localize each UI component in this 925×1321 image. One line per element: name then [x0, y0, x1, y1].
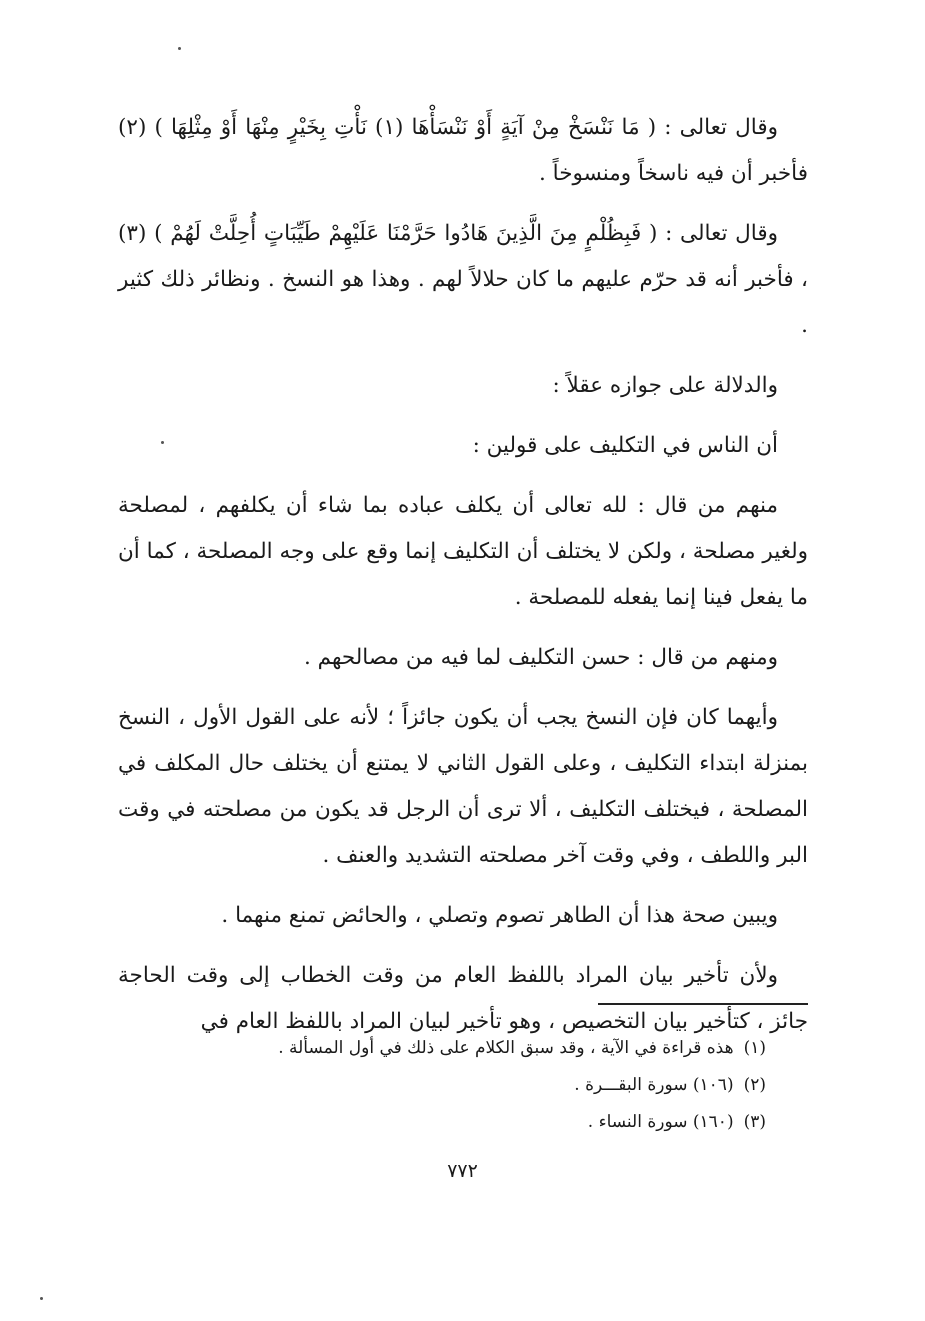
- scan-speck: [40, 1297, 43, 1300]
- footnote-number: (٢): [743, 1075, 766, 1095]
- paragraph-4: أن الناس في التكليف على قولين :: [472, 433, 778, 458]
- footnote-number: (٣): [743, 1112, 766, 1132]
- page-number: ٧٧٢: [447, 1160, 478, 1182]
- footnotes: [118, 1030, 766, 1141]
- scan-speck: [161, 441, 164, 444]
- footnote-text: (١٠٦) سورة البقـــرة .: [574, 1075, 734, 1095]
- paragraph-5: منهم من قال : لله تعالى أن يكلف عباده بما شاء أن يكلفهم ، لمصلحة ولغير مصلحة ، ولكن لا يختلف أن التكليف إنما وقع على وجه المصلحة ، كما أن ما يفعل فينا إنما يفعله للمصلحة .: [118, 493, 808, 610]
- paragraph-9: ولأن تأخير بيان المراد باللفظ العام من وقت الخطاب إلى وقت الحاجة جائز ، كتأخير بيان التخصيص ، وهو تأخير لبيان المراد باللفظ العام في: [118, 963, 808, 1034]
- footnote-number: (١): [743, 1038, 766, 1058]
- paragraph-7: وأيهما كان فإن النسخ يجب أن يكون جائزاً ؛ لأنه على القول الأول ، النسخ بمنزلة ابتداء التكليف ، وعلى القول الثاني لا يمتنع أن يختلف حال المكلف في المصلحة ، فيختلف التكليف ، ألا ترى أن الرجل قد يكون من مصلحته في وقت البر واللطف ، وفي وقت آخر مصلحته التشديد والعنف .: [118, 705, 808, 868]
- footnote-3: [118, 1104, 766, 1141]
- paragraph-8: ويبين صحة هذا أن الطاهر تصوم وتصلي ، والحائض تمنع منهما .: [221, 903, 778, 928]
- footnote-text: (١٦٠) سورة النساء .: [587, 1112, 734, 1132]
- paragraph-6: ومنهم من قال : حسن التكليف لما فيه من مصالحهم .: [303, 645, 778, 670]
- main-text: [118, 105, 808, 1045]
- footnote-text: هذه قراءة في الآية ، وقد سبق الكلام على ذلك في أول المسألة .: [278, 1038, 734, 1058]
- paragraph-1: وقال تعالى : ( مَا نَنْسَخْ مِنْ آيَةٍ أَوْ نَنْسَأْهَا (١) نَأْتِ بِخَيْرٍ مِنْهَا أَوْ مِثْلِهَا ) (٢) فأخبر أن فيه ناسخاً ومنسوخاً .: [118, 115, 808, 186]
- footnote-1: [118, 1030, 766, 1067]
- footnote-divider: [598, 1003, 808, 1005]
- scan-speck: [178, 47, 181, 50]
- paragraph-3: والدلالة على جوازه عقلاً :: [552, 373, 778, 398]
- paragraph-2: وقال تعالى : ( فَبِظُلْمٍ مِنَ الَّذِينَ هَادُوا حَرَّمْنَا عَلَيْهِمْ طَيِّبَاتٍ أُحِلَّتْ لَهُمْ ) (٣) ، فأخبر أنه قد حرّم عليهم ما كان حلالاً لهم . وهذا هو النسخ . ونظائر ذلك كثير .: [118, 221, 808, 338]
- footnote-2: [118, 1067, 766, 1104]
